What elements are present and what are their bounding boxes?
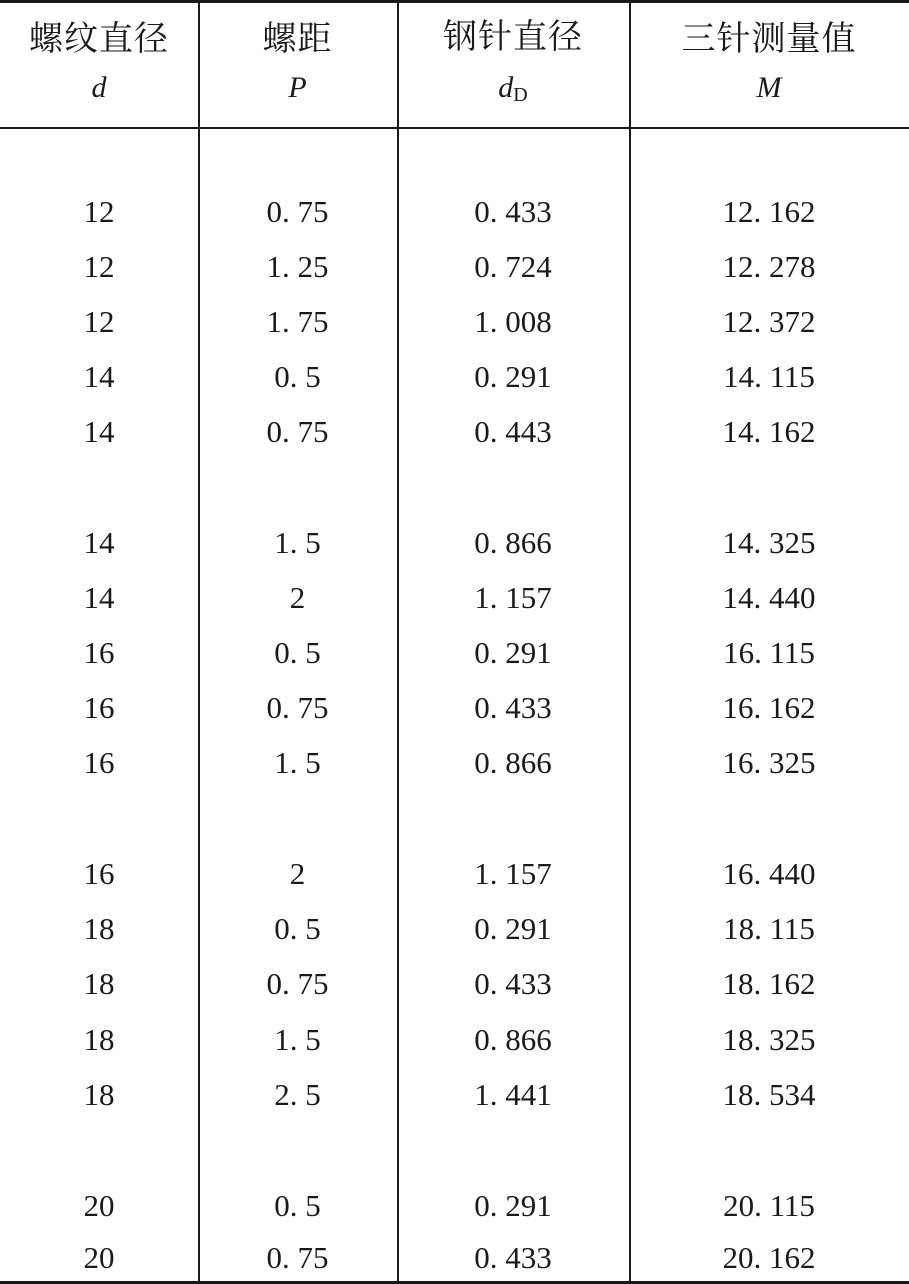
table-row bbox=[0, 247, 909, 287]
table-cell-dd: 0. 433 bbox=[474, 966, 552, 1001]
table-row bbox=[0, 743, 909, 783]
header-rule bbox=[0, 127, 909, 129]
table-cell-p: 0. 75 bbox=[266, 690, 329, 725]
table-cell-dd: 0. 866 bbox=[474, 525, 552, 560]
table-cell-p: 0. 75 bbox=[266, 966, 329, 1001]
header-symbol: M bbox=[756, 71, 782, 104]
table-cell-d: 16 bbox=[83, 635, 115, 670]
table-row bbox=[0, 1186, 909, 1226]
table-row bbox=[0, 192, 909, 232]
header-three-wire-measurement bbox=[629, 0, 909, 127]
table-cell-p: 2 bbox=[289, 856, 306, 891]
table-cell-dd: 1. 157 bbox=[474, 580, 552, 615]
header-symbol: d bbox=[91, 71, 107, 104]
table-cell-d: 20 bbox=[83, 1188, 115, 1223]
table-cell-d: 20 bbox=[83, 1240, 115, 1275]
table-cell-m: 20. 115 bbox=[723, 1188, 815, 1223]
table-cell-dd: 0. 724 bbox=[474, 249, 552, 284]
table-cell-m: 18. 325 bbox=[722, 1022, 816, 1057]
table-row bbox=[0, 578, 909, 618]
table-cell-m: 20. 162 bbox=[722, 1240, 816, 1275]
table-cell-m: 18. 162 bbox=[722, 966, 816, 1001]
table-row bbox=[0, 1020, 909, 1060]
table-row bbox=[0, 1238, 909, 1278]
table-cell-dd: 0. 866 bbox=[474, 745, 552, 780]
table-cell-p: 0. 75 bbox=[266, 414, 329, 449]
table-cell-p: 1. 75 bbox=[266, 304, 329, 339]
header-symbol-subscript: D bbox=[513, 84, 528, 106]
header-symbol-base: d bbox=[498, 71, 514, 104]
table-cell-m: 18. 534 bbox=[722, 1077, 816, 1112]
table-cell-d: 16 bbox=[83, 690, 115, 725]
header-label: 三针测量值 bbox=[681, 21, 857, 58]
table-cell-d: 12 bbox=[83, 249, 115, 284]
table-cell-dd: 0. 433 bbox=[474, 690, 552, 725]
table-cell-dd: 0. 291 bbox=[474, 1188, 552, 1223]
table-cell-m: 16. 325 bbox=[722, 745, 816, 780]
table-row bbox=[0, 633, 909, 673]
table-row bbox=[0, 688, 909, 728]
table-row bbox=[0, 964, 909, 1004]
table-row bbox=[0, 523, 909, 563]
table-cell-m: 14. 440 bbox=[722, 580, 816, 615]
table-cell-d: 12 bbox=[83, 194, 115, 229]
table-cell-p: 0. 75 bbox=[266, 1240, 329, 1275]
table-cell-p: 0. 5 bbox=[274, 635, 321, 670]
table-cell-m: 14. 325 bbox=[722, 525, 816, 560]
table-cell-p: 2 bbox=[289, 580, 306, 615]
table-cell-m: 12. 372 bbox=[722, 304, 816, 339]
table-cell-d: 16 bbox=[83, 745, 115, 780]
table-cell-dd: 0. 433 bbox=[474, 194, 552, 229]
table-cell-m: 14. 162 bbox=[722, 414, 816, 449]
table-cell-d: 14 bbox=[83, 525, 115, 560]
table-cell-dd: 1. 157 bbox=[474, 856, 552, 891]
table-cell-p: 1. 5 bbox=[274, 745, 321, 780]
table-cell-m: 16. 115 bbox=[723, 635, 815, 670]
table-cell-dd: 0. 443 bbox=[474, 414, 552, 449]
table-row bbox=[0, 1075, 909, 1115]
table-cell-dd: 0. 866 bbox=[474, 1022, 552, 1057]
table-cell-p: 1. 5 bbox=[274, 1022, 321, 1057]
table-cell-m: 12. 278 bbox=[722, 249, 816, 284]
table-cell-dd: 1. 441 bbox=[474, 1077, 552, 1112]
header-label: 螺距 bbox=[262, 21, 333, 58]
table-cell-p: 0. 75 bbox=[266, 194, 329, 229]
table-cell-d: 18 bbox=[83, 911, 115, 946]
table-row bbox=[0, 357, 909, 397]
table-cell-p: 1. 25 bbox=[266, 249, 329, 284]
table-cell-p: 2. 5 bbox=[274, 1077, 321, 1112]
header-symbol: P bbox=[288, 71, 307, 104]
header-label: 钢针直径 bbox=[443, 19, 583, 56]
table-cell-dd: 0. 291 bbox=[474, 359, 552, 394]
header-pitch bbox=[198, 0, 397, 127]
table-row bbox=[0, 909, 909, 949]
table-cell-dd: 1. 008 bbox=[474, 304, 552, 339]
table-cell-dd: 0. 291 bbox=[474, 911, 552, 946]
table-cell-dd: 0. 291 bbox=[474, 635, 552, 670]
table-cell-d: 16 bbox=[83, 856, 115, 891]
table-cell-dd: 0. 433 bbox=[474, 1240, 552, 1275]
header-thread-diameter bbox=[0, 0, 198, 127]
table-cell-m: 16. 440 bbox=[722, 856, 816, 891]
table-cell-d: 14 bbox=[83, 359, 115, 394]
table-cell-m: 14. 115 bbox=[723, 359, 815, 394]
table-cell-d: 18 bbox=[83, 1077, 115, 1112]
header-label: 螺纹直径 bbox=[29, 21, 169, 58]
table-cell-m: 16. 162 bbox=[722, 690, 816, 725]
table-cell-d: 12 bbox=[83, 304, 115, 339]
table-cell-p: 1. 5 bbox=[274, 525, 321, 560]
header-wire-diameter bbox=[397, 0, 629, 127]
table-cell-d: 18 bbox=[83, 1022, 115, 1057]
table-cell-m: 12. 162 bbox=[722, 194, 816, 229]
table-cell-p: 0. 5 bbox=[274, 359, 321, 394]
table-cell-p: 0. 5 bbox=[274, 1188, 321, 1223]
table-cell-d: 14 bbox=[83, 580, 115, 615]
table-row bbox=[0, 854, 909, 894]
table-row bbox=[0, 412, 909, 452]
table-cell-d: 18 bbox=[83, 966, 115, 1001]
table-cell-p: 0. 5 bbox=[274, 911, 321, 946]
table-row bbox=[0, 302, 909, 342]
table-cell-d: 14 bbox=[83, 414, 115, 449]
header-symbol bbox=[397, 70, 629, 113]
table-cell-m: 18. 115 bbox=[723, 911, 815, 946]
